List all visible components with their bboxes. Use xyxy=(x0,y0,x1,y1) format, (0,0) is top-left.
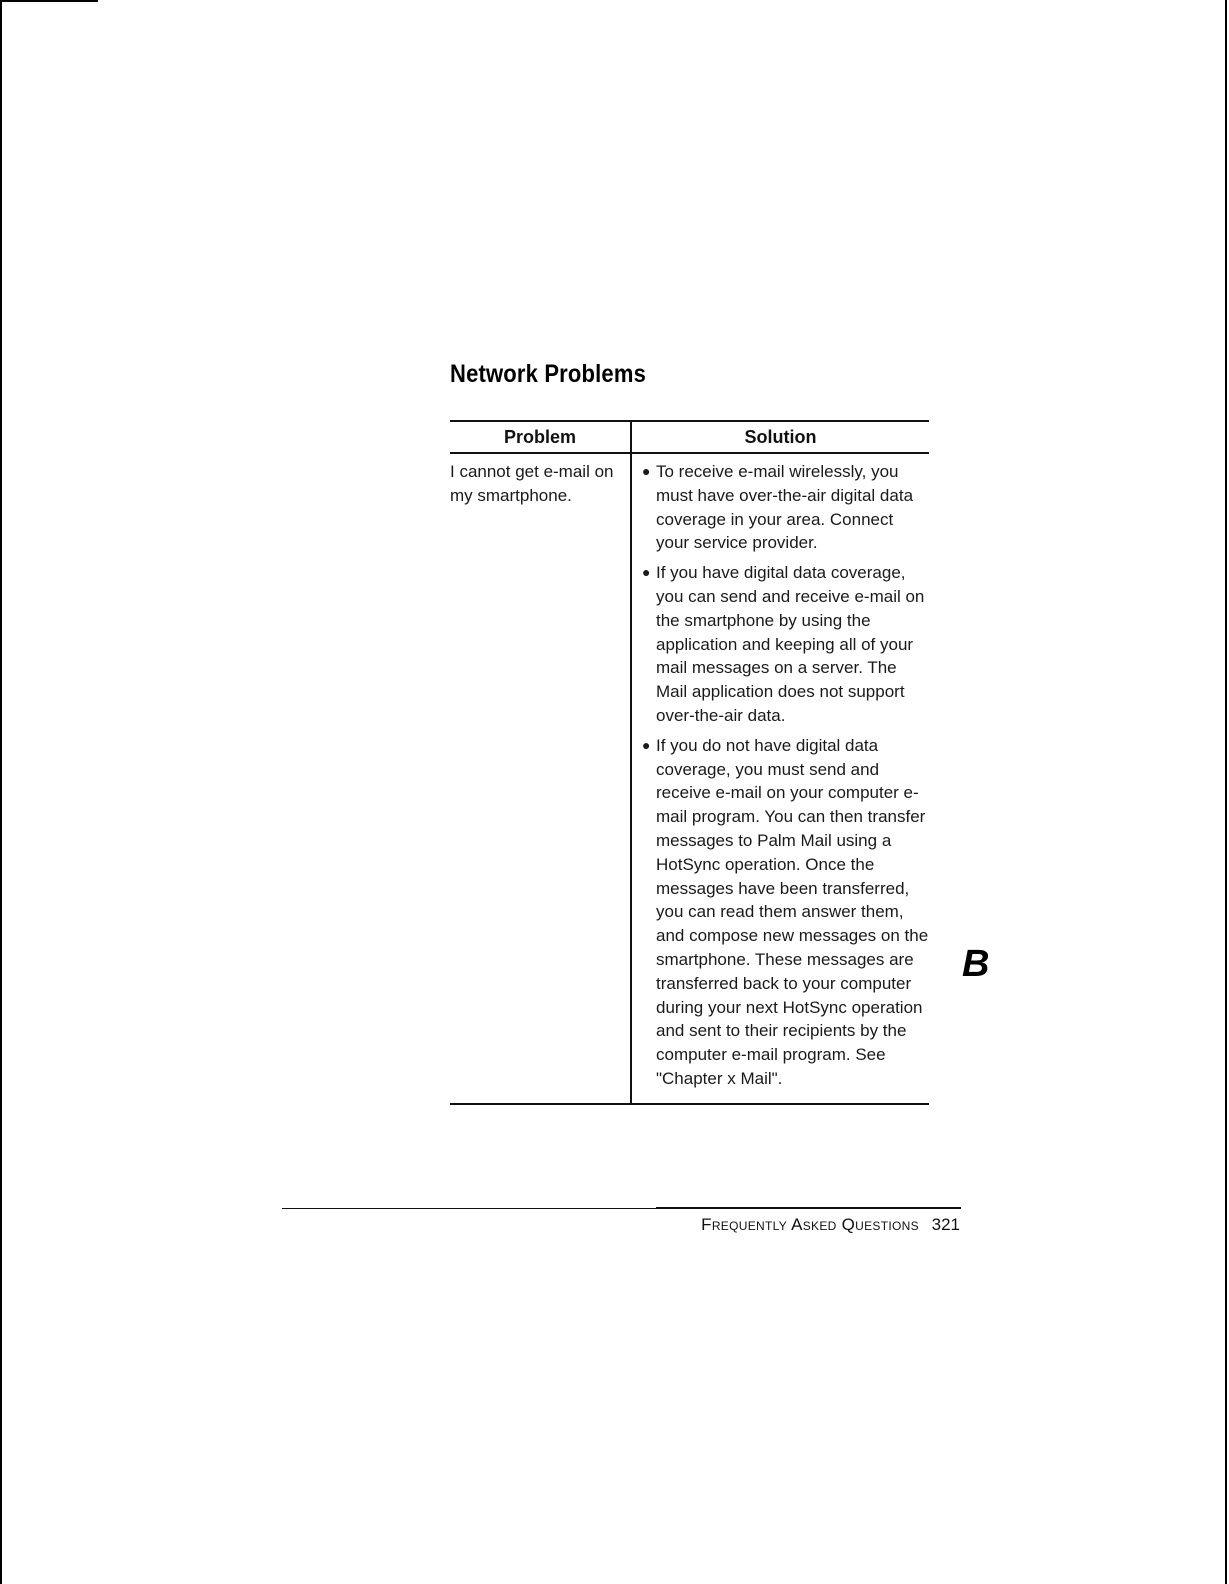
bullet-icon: ● xyxy=(642,736,651,753)
solution-text: If you do not have digital data coverage, you must send and receive e-mail on your computer e-mail program. You can then transfer messages to Palm Mail using a HotSync operation. Once the messages have been transferred, you can read them answer them, and compose new messages on the smartphone. These messages are transferred back to your computer during your next HotSync operation and sent to their recipients by the computer e-mail program. See "Chapter x Mail". xyxy=(656,735,929,1088)
bullet-icon: ● xyxy=(642,463,651,479)
solution-cell xyxy=(631,453,929,1104)
solution-text: If you have digital data coverage, you can send and receive e-mail on the smartphone by using the application and keeping all of your mail messages on a server. The Mail application does not support over-the-air data. xyxy=(656,563,925,725)
solution-item xyxy=(642,734,929,1091)
section-title: Network Problems xyxy=(450,360,646,388)
faq-table xyxy=(450,420,929,1105)
problem-cell: I cannot get e-mail on my smartphone. xyxy=(450,453,631,1104)
page-edge-top xyxy=(0,0,98,2)
page-footer xyxy=(600,1215,960,1235)
column-header-problem: Problem xyxy=(450,421,631,453)
footer-section-label: Frequently Asked Questions xyxy=(701,1215,919,1234)
page-edge-right xyxy=(1225,0,1227,1584)
table-header-row xyxy=(450,421,929,453)
column-header-solution: Solution xyxy=(631,421,929,453)
chapter-tab-letter: B xyxy=(962,943,990,985)
solution-item xyxy=(642,561,929,728)
table-row xyxy=(450,453,929,1104)
page-number: 321 xyxy=(931,1215,960,1234)
bullet-icon: ● xyxy=(642,564,651,581)
solution-item xyxy=(642,460,929,555)
page-edge-left xyxy=(0,0,2,1584)
footer-rule-heavy xyxy=(656,1207,961,1209)
solution-text: To receive e-mail wirelessly, you must have over-the-air digital data coverage in your area. Connect your service provider. xyxy=(656,462,914,553)
solution-list xyxy=(642,460,929,1091)
